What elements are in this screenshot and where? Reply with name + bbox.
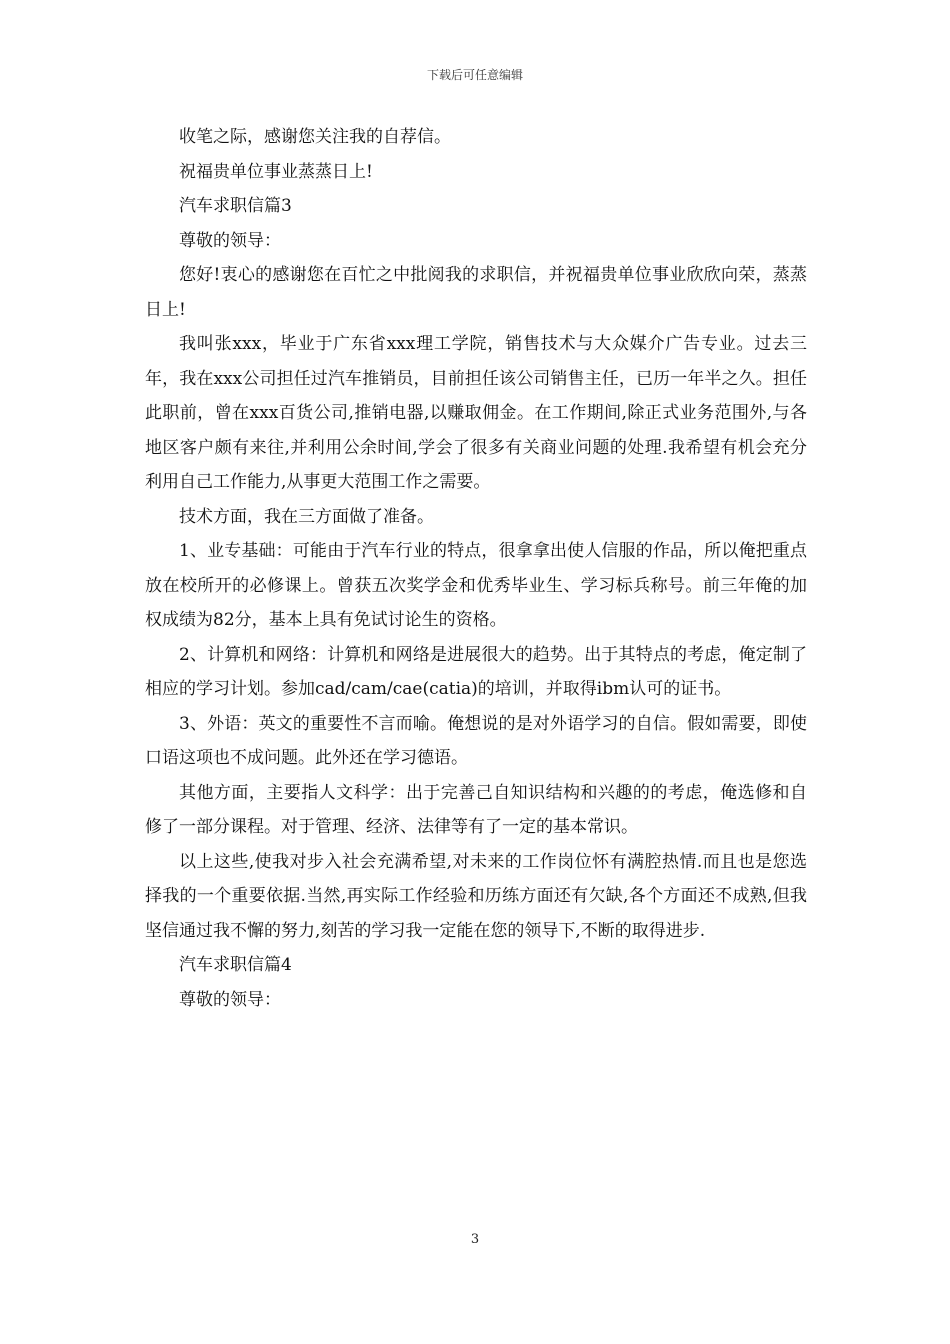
paragraph-technical-intro: 技术方面，我在三方面做了准备。 — [179, 506, 434, 527]
salutation: 尊敬的领导： — [179, 230, 281, 251]
section-heading-letter-4: 汽车求职信篇4 — [179, 955, 292, 975]
paragraph-other-aspects: 其他方面，主要指人文科学：出于完善己自知识结构和兴趣的的考虑，俺选修和自修了一部分课程。对于管理、经济、法律等有了一定的基本常识。 — [145, 782, 807, 837]
paragraph-item-1: 1、业专基础：可能由于汽车行业的特点，很拿拿出使人信服的作品，所以俺把重点放在校所开的必修课上。曾获五次奖学金和优秀毕业生、学习标兵称号。前三年俺的加权成绩为82分，基本上具有免试讨论生的资格。 — [145, 541, 807, 630]
page-number: 3 — [470, 1232, 480, 1247]
section-heading-letter-3: 汽车求职信篇3 — [179, 196, 292, 216]
paragraph-closing-wish: 祝福贵单位事业蒸蒸日上! — [179, 161, 373, 182]
document-body — [145, 120, 807, 1017]
salutation-2: 尊敬的领导： — [179, 989, 281, 1010]
paragraph-closing-thanks: 收笔之际，感谢您关注我的自荐信。 — [179, 127, 451, 147]
paragraph-item-3: 3、外语：英文的重要性不言而喻。俺想说的是对外语学习的自信。假如需要，即使口语这项也不成问题。此外还在学习德语。 — [145, 713, 807, 768]
paragraph-item-2: 2、计算机和网络：计算机和网络是进展很大的趋势。出于其特点的考虑，俺定制了相应的学习计划。参加cad/cam/cae(catia)的培训，并取得ibm认可的证书。 — [145, 644, 807, 699]
paragraph-conclusion: 以上这些,使我对步入社会充满希望,对未来的工作岗位怀有满腔热情.而且也是您选择我的一个重要依据.当然,再实际工作经验和历练方面还有欠缺,各个方面还不成熟,但我坚信通过我不懈的努力,刻苦的学习我一定能在您的领导下,不断的取得进步. — [145, 851, 807, 941]
paragraph-introduction: 我叫张xxx，毕业于广东省xxx理工学院，销售技术与大众媒介广告专业。过去三年，我在xxx公司担任过汽车推销员，目前担任该公司销售主任，已历一年半之久。担任此职前，曾在xxx百货公司,推销电器,以赚取佣金。在工作期间,除正式业务范围外,与各地区客户颇有来往,并利用公余时间,学会了很多有关商业问题的处理.我希望有机会充分利用自己工作能力,从事更大范围工作之需要。 — [145, 334, 807, 492]
page-header: 下载后可任意编辑 — [426, 68, 523, 82]
paragraph-greeting: 您好!衷心的感谢您在百忙之中批阅我的求职信，并祝福贵单位事业欣欣向荣，蒸蒸日上! — [145, 265, 807, 320]
